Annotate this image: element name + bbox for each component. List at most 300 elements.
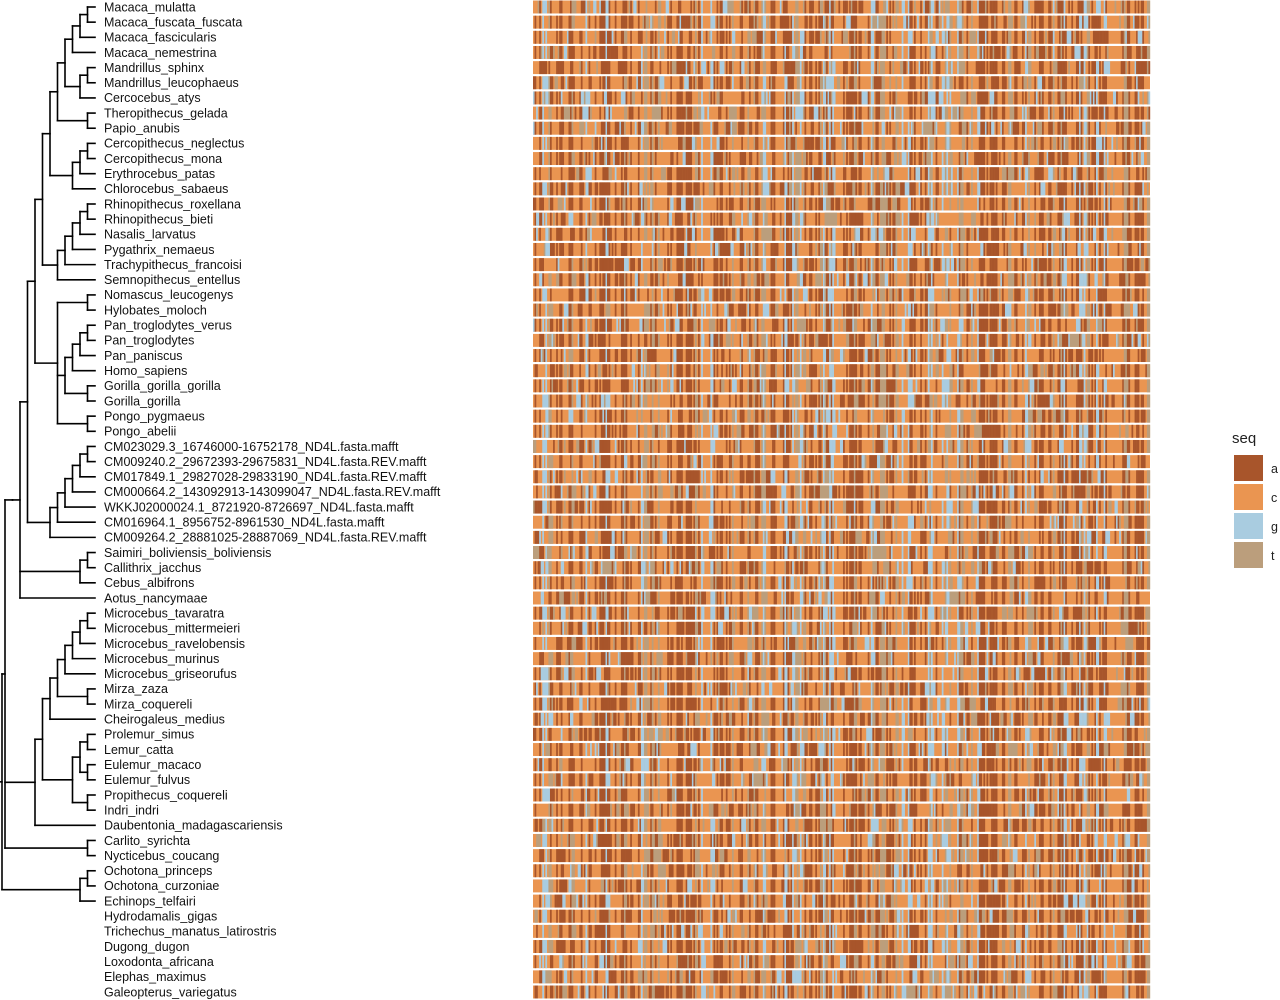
alignment-cell	[1138, 379, 1140, 392]
alignment-cell	[993, 349, 995, 362]
alignment-cell	[872, 182, 874, 195]
alignment-cell	[720, 76, 722, 89]
alignment-cell	[855, 243, 857, 256]
alignment-cell	[1010, 46, 1012, 59]
alignment-cell	[568, 364, 570, 377]
alignment-cell	[1061, 364, 1063, 377]
alignment-cell	[946, 349, 951, 362]
alignment-cell	[980, 379, 982, 392]
alignment-cell	[749, 425, 754, 438]
alignment-cell	[1139, 182, 1141, 195]
alignment-cell	[607, 349, 610, 362]
alignment-cell	[1065, 137, 1068, 150]
tip-label: Saimiri_boliviensis_boliviensis	[104, 545, 272, 560]
alignment-cell	[606, 91, 608, 104]
alignment-cell	[698, 107, 701, 120]
alignment-cell	[1065, 76, 1067, 89]
alignment-cell	[740, 243, 745, 256]
alignment-cell	[658, 46, 660, 59]
alignment-cell	[775, 258, 777, 271]
alignment-cell	[908, 46, 910, 59]
alignment-cell	[721, 288, 724, 301]
alignment-cell	[929, 16, 931, 29]
alignment-cell	[595, 31, 597, 44]
alignment-cell	[1141, 76, 1143, 89]
alignment-cell	[1096, 91, 1098, 104]
alignment-cell	[1050, 410, 1052, 423]
alignment-cell	[815, 410, 818, 423]
alignment-cell	[644, 46, 646, 59]
alignment-cell	[990, 137, 992, 150]
alignment-cell	[982, 76, 984, 89]
alignment-cell	[865, 258, 867, 271]
alignment-cell	[815, 228, 817, 241]
alignment-cell	[672, 364, 674, 377]
alignment-cell	[914, 319, 916, 332]
alignment-cell	[1105, 107, 1108, 120]
alignment-cell	[570, 182, 573, 195]
alignment-cell	[1014, 258, 1016, 271]
alignment-cell	[652, 167, 654, 180]
alignment-cell	[959, 273, 961, 286]
alignment-cell	[683, 122, 685, 135]
alignment-cell	[871, 182, 873, 195]
alignment-cell	[726, 122, 729, 135]
alignment-cell	[831, 1, 834, 14]
alignment-cell	[875, 61, 877, 74]
alignment-cell	[1010, 91, 1013, 104]
alignment-cell	[1025, 91, 1027, 104]
alignment-cell	[829, 304, 831, 317]
alignment-cell	[1094, 213, 1096, 226]
alignment-cell	[956, 349, 958, 362]
alignment-cell	[686, 334, 688, 347]
alignment-cell	[825, 410, 827, 423]
alignment-cell	[877, 319, 882, 332]
alignment-cell	[996, 379, 998, 392]
alignment-cell	[683, 167, 686, 180]
alignment-cell	[809, 61, 812, 74]
alignment-cell	[1102, 228, 1104, 241]
alignment-cell	[936, 107, 938, 120]
alignment-cell	[1147, 16, 1149, 29]
alignment-cell	[1053, 1, 1055, 14]
alignment-cell	[815, 288, 817, 301]
alignment-cell	[680, 91, 682, 104]
alignment-cell	[761, 319, 764, 332]
alignment-cell	[1014, 16, 1016, 29]
alignment-cell	[542, 213, 544, 226]
alignment-cell	[809, 319, 811, 332]
alignment-cell	[720, 258, 722, 271]
alignment-cell	[655, 46, 657, 59]
alignment-cell	[615, 213, 617, 226]
alignment-cell	[701, 1, 703, 14]
alignment-cell	[855, 334, 857, 347]
alignment-cell	[1127, 349, 1129, 362]
alignment-cell	[771, 107, 773, 120]
alignment-cell	[771, 273, 773, 286]
alignment-cell	[959, 152, 961, 165]
alignment-cell	[1087, 107, 1089, 120]
alignment-cell	[1070, 364, 1072, 377]
alignment-cell	[550, 182, 553, 195]
alignment-cell	[942, 364, 944, 377]
alignment-cell	[606, 349, 608, 362]
alignment-cell	[1033, 379, 1035, 392]
alignment-cell	[1059, 395, 1061, 408]
alignment-cell	[929, 304, 931, 317]
alignment-cell	[829, 1, 831, 14]
alignment-cell	[791, 364, 793, 377]
alignment-cell	[604, 152, 606, 165]
alignment-cell	[983, 258, 985, 271]
alignment-cell	[797, 152, 802, 165]
alignment-cell	[1042, 258, 1047, 271]
alignment-cell	[670, 258, 672, 271]
alignment-cell	[638, 379, 640, 392]
alignment-cell	[825, 213, 830, 226]
alignment-cell	[754, 395, 756, 408]
alignment-cell	[803, 258, 805, 271]
alignment-cell	[800, 349, 802, 362]
alignment-cell	[536, 228, 538, 241]
alignment-cell	[1127, 16, 1129, 29]
alignment-cell	[1142, 122, 1145, 135]
alignment-cell	[658, 273, 660, 286]
alignment-cell	[695, 16, 697, 29]
alignment-cell	[1147, 334, 1149, 347]
alignment-cell	[971, 334, 973, 347]
alignment-cell	[698, 273, 700, 286]
alignment-cell	[829, 31, 831, 44]
alignment-cell	[815, 61, 817, 74]
alignment-cell	[1096, 273, 1098, 286]
alignment-cell	[809, 107, 811, 120]
alignment-cell	[820, 258, 823, 271]
alignment-cell	[1087, 1, 1090, 14]
alignment-cell	[1008, 319, 1011, 332]
alignment-cell	[1019, 167, 1021, 180]
alignment-cell	[686, 167, 688, 180]
alignment-cell	[980, 364, 982, 377]
alignment-cell	[826, 61, 828, 74]
alignment-cell	[1047, 243, 1049, 256]
alignment-cell	[1068, 61, 1070, 74]
alignment-cell	[929, 349, 932, 362]
alignment-cell	[809, 198, 811, 211]
alignment-cell	[1010, 410, 1012, 423]
alignment-cell	[1128, 395, 1130, 408]
alignment-cell	[990, 364, 992, 377]
alignment-cell	[673, 349, 676, 362]
alignment-cell	[829, 91, 831, 104]
alignment-cell	[556, 395, 558, 408]
alignment-cell	[729, 379, 731, 392]
alignment-cell	[832, 334, 834, 347]
alignment-cell	[879, 228, 884, 241]
alignment-cell	[687, 288, 689, 301]
alignment-cell	[1033, 122, 1035, 135]
alignment-cell	[579, 107, 581, 120]
tip-label: Trichechus_manatus_latirostris	[104, 924, 277, 939]
alignment-cell	[572, 107, 574, 120]
alignment-cell	[740, 304, 742, 317]
alignment-cell	[598, 364, 601, 377]
alignment-cell	[783, 410, 786, 423]
alignment-cell	[991, 61, 993, 74]
alignment-cell	[858, 167, 860, 180]
alignment-cell	[680, 46, 682, 59]
alignment-cell	[1008, 61, 1011, 74]
alignment-cell	[535, 243, 537, 256]
alignment-cell	[942, 288, 944, 301]
alignment-cell	[1094, 76, 1096, 89]
alignment-cell	[737, 425, 742, 438]
alignment-cell	[1094, 364, 1096, 377]
alignment-cell	[686, 198, 688, 211]
alignment-cell	[982, 228, 984, 241]
alignment-cell	[646, 46, 648, 59]
alignment-cell	[680, 349, 683, 362]
alignment-cell	[792, 304, 794, 317]
tip-label: Galeopterus_variegatus	[104, 985, 237, 1000]
alignment-cell	[786, 107, 788, 120]
alignment-cell	[1008, 273, 1010, 286]
alignment-cell	[993, 364, 995, 377]
alignment-cell	[1105, 213, 1108, 226]
alignment-cell	[982, 379, 984, 392]
alignment-cell	[652, 152, 654, 165]
alignment-cell	[1016, 198, 1018, 211]
alignment-cell	[1028, 107, 1030, 120]
alignment-cell	[545, 1, 547, 14]
alignment-cell	[883, 46, 886, 59]
alignment-cell	[1053, 258, 1055, 271]
alignment-cell	[971, 319, 973, 332]
alignment-cell	[804, 258, 807, 271]
alignment-cell	[795, 1, 798, 14]
alignment-cell	[607, 425, 609, 438]
alignment-cell	[949, 31, 951, 44]
alignment-cell	[1081, 379, 1084, 392]
alignment-cell	[843, 182, 845, 195]
alignment-cell	[959, 364, 964, 377]
alignment-cell	[542, 319, 544, 332]
alignment-cell	[1079, 152, 1081, 165]
alignment-cell	[713, 410, 715, 423]
alignment-cell	[650, 319, 652, 332]
alignment-cell	[558, 46, 560, 59]
alignment-cell	[622, 364, 624, 377]
alignment-cell	[774, 167, 776, 180]
alignment-cell	[710, 334, 713, 347]
alignment-cell	[741, 410, 744, 423]
alignment-cell	[1065, 228, 1067, 241]
alignment-cell	[985, 228, 987, 241]
alignment-cell	[880, 349, 882, 362]
alignment-cell	[656, 107, 661, 120]
alignment-cell	[996, 410, 998, 423]
alignment-cell	[1022, 349, 1024, 362]
alignment-cell	[726, 228, 728, 241]
alignment-cell	[951, 243, 953, 256]
alignment-cell	[925, 61, 927, 74]
alignment-cell	[872, 395, 874, 408]
alignment-cell	[1061, 31, 1063, 44]
alignment-cell	[749, 349, 751, 362]
alignment-cell	[1042, 167, 1044, 180]
alignment-cell	[681, 91, 683, 104]
alignment-cell	[1098, 319, 1103, 332]
alignment-cell	[622, 198, 624, 211]
alignment-cell	[888, 198, 890, 211]
alignment-cell	[1141, 107, 1143, 120]
alignment-cell	[626, 228, 628, 241]
alignment-cell	[1071, 16, 1073, 29]
alignment-cell	[1142, 304, 1144, 317]
alignment-cell	[1084, 395, 1086, 408]
alignment-cell	[832, 243, 835, 256]
alignment-cell	[931, 243, 933, 256]
alignment-cell	[747, 273, 750, 286]
alignment-cell	[1064, 258, 1067, 271]
alignment-cell	[630, 31, 632, 44]
alignment-cell	[991, 152, 993, 165]
alignment-cell	[676, 167, 678, 180]
alignment-cell	[912, 304, 914, 317]
alignment-cell	[1067, 213, 1070, 226]
alignment-cell	[606, 304, 611, 317]
alignment-cell	[931, 107, 934, 120]
alignment-cell	[749, 334, 752, 347]
alignment-cell	[1135, 122, 1138, 135]
alignment-cell	[678, 182, 680, 195]
alignment-cell	[539, 61, 542, 74]
alignment-cell	[1142, 137, 1144, 150]
alignment-cell	[536, 304, 538, 317]
alignment-cell	[823, 137, 826, 150]
alignment-cell	[761, 334, 766, 347]
alignment-cell	[804, 425, 806, 438]
alignment-cell	[963, 288, 966, 301]
alignment-cell	[892, 258, 894, 271]
alignment-cell	[1028, 379, 1030, 392]
alignment-cell	[855, 122, 858, 135]
alignment-cell	[1028, 1, 1030, 14]
alignment-cell	[942, 258, 945, 271]
alignment-cell	[535, 228, 537, 241]
alignment-cell	[980, 16, 982, 29]
alignment-cell	[1016, 91, 1018, 104]
alignment-cell	[920, 91, 922, 104]
tip-label: Nasalis_larvatus	[104, 227, 196, 242]
alignment-cell	[701, 31, 703, 44]
alignment-cell	[774, 288, 776, 301]
alignment-cell	[875, 319, 877, 332]
alignment-cell	[757, 228, 759, 241]
alignment-cell	[1053, 61, 1058, 74]
alignment-cell	[987, 167, 989, 180]
alignment-cell	[1008, 152, 1010, 165]
alignment-cell	[771, 334, 773, 347]
alignment-cell	[1071, 182, 1073, 195]
alignment-cell	[962, 61, 965, 74]
alignment-cell	[936, 213, 938, 226]
alignment-cell	[849, 122, 851, 135]
alignment-cell	[996, 122, 998, 135]
alignment-cell	[599, 76, 601, 89]
tip-label: Cebus_albifrons	[104, 576, 195, 591]
alignment-cell	[695, 198, 700, 211]
alignment-cell	[626, 198, 628, 211]
alignment-cell	[908, 228, 910, 241]
alignment-cell	[849, 213, 851, 226]
alignment-cell	[1037, 258, 1039, 271]
alignment-cell	[1053, 76, 1055, 89]
alignment-cell	[795, 182, 797, 195]
alignment-cell	[784, 319, 787, 332]
alignment-cell	[855, 228, 860, 241]
alignment-cell	[713, 334, 715, 347]
alignment-cell	[630, 152, 632, 165]
alignment-cell	[889, 319, 891, 332]
alignment-cell	[832, 122, 834, 135]
alignment-cell	[678, 31, 680, 44]
alignment-cell	[595, 288, 597, 301]
alignment-cell	[934, 319, 936, 332]
alignment-cell	[646, 213, 648, 226]
alignment-cell	[936, 122, 938, 135]
alignment-cell	[1010, 16, 1013, 29]
tip-label: Rhinopithecus_roxellana	[104, 197, 241, 212]
alignment-cell	[928, 379, 930, 392]
tip-label: Chlorocebus_sabaeus	[104, 182, 229, 197]
alignment-cell	[763, 182, 766, 195]
alignment-cell	[823, 410, 825, 423]
alignment-cell	[983, 182, 985, 195]
alignment-cell	[609, 213, 611, 226]
alignment-cell	[1014, 46, 1016, 59]
alignment-cell	[1124, 91, 1126, 104]
alignment-cell	[946, 379, 949, 392]
alignment-cell	[771, 167, 773, 180]
alignment-cell	[726, 137, 728, 150]
alignment-cell	[831, 273, 833, 286]
alignment-cell	[601, 425, 603, 438]
alignment-cell	[609, 364, 611, 377]
alignment-cell	[1124, 258, 1126, 271]
alignment-cell	[863, 288, 865, 301]
alignment-cell	[820, 425, 822, 438]
alignment-cell	[1131, 334, 1133, 347]
alignment-cell	[1076, 288, 1078, 301]
alignment-cell	[698, 61, 700, 74]
alignment-cell	[1003, 1, 1005, 14]
alignment-cell	[825, 258, 827, 271]
alignment-cell	[678, 273, 683, 286]
alignment-cell	[698, 91, 700, 104]
alignment-cell	[996, 198, 998, 211]
alignment-cell	[809, 137, 811, 150]
alignment-cell	[1045, 46, 1047, 59]
alignment-cell	[754, 1, 756, 14]
alignment-cell	[661, 288, 663, 301]
alignment-cell	[533, 91, 535, 104]
alignment-cell	[599, 213, 601, 226]
alignment-cell	[792, 243, 795, 256]
alignment-cell	[888, 167, 890, 180]
